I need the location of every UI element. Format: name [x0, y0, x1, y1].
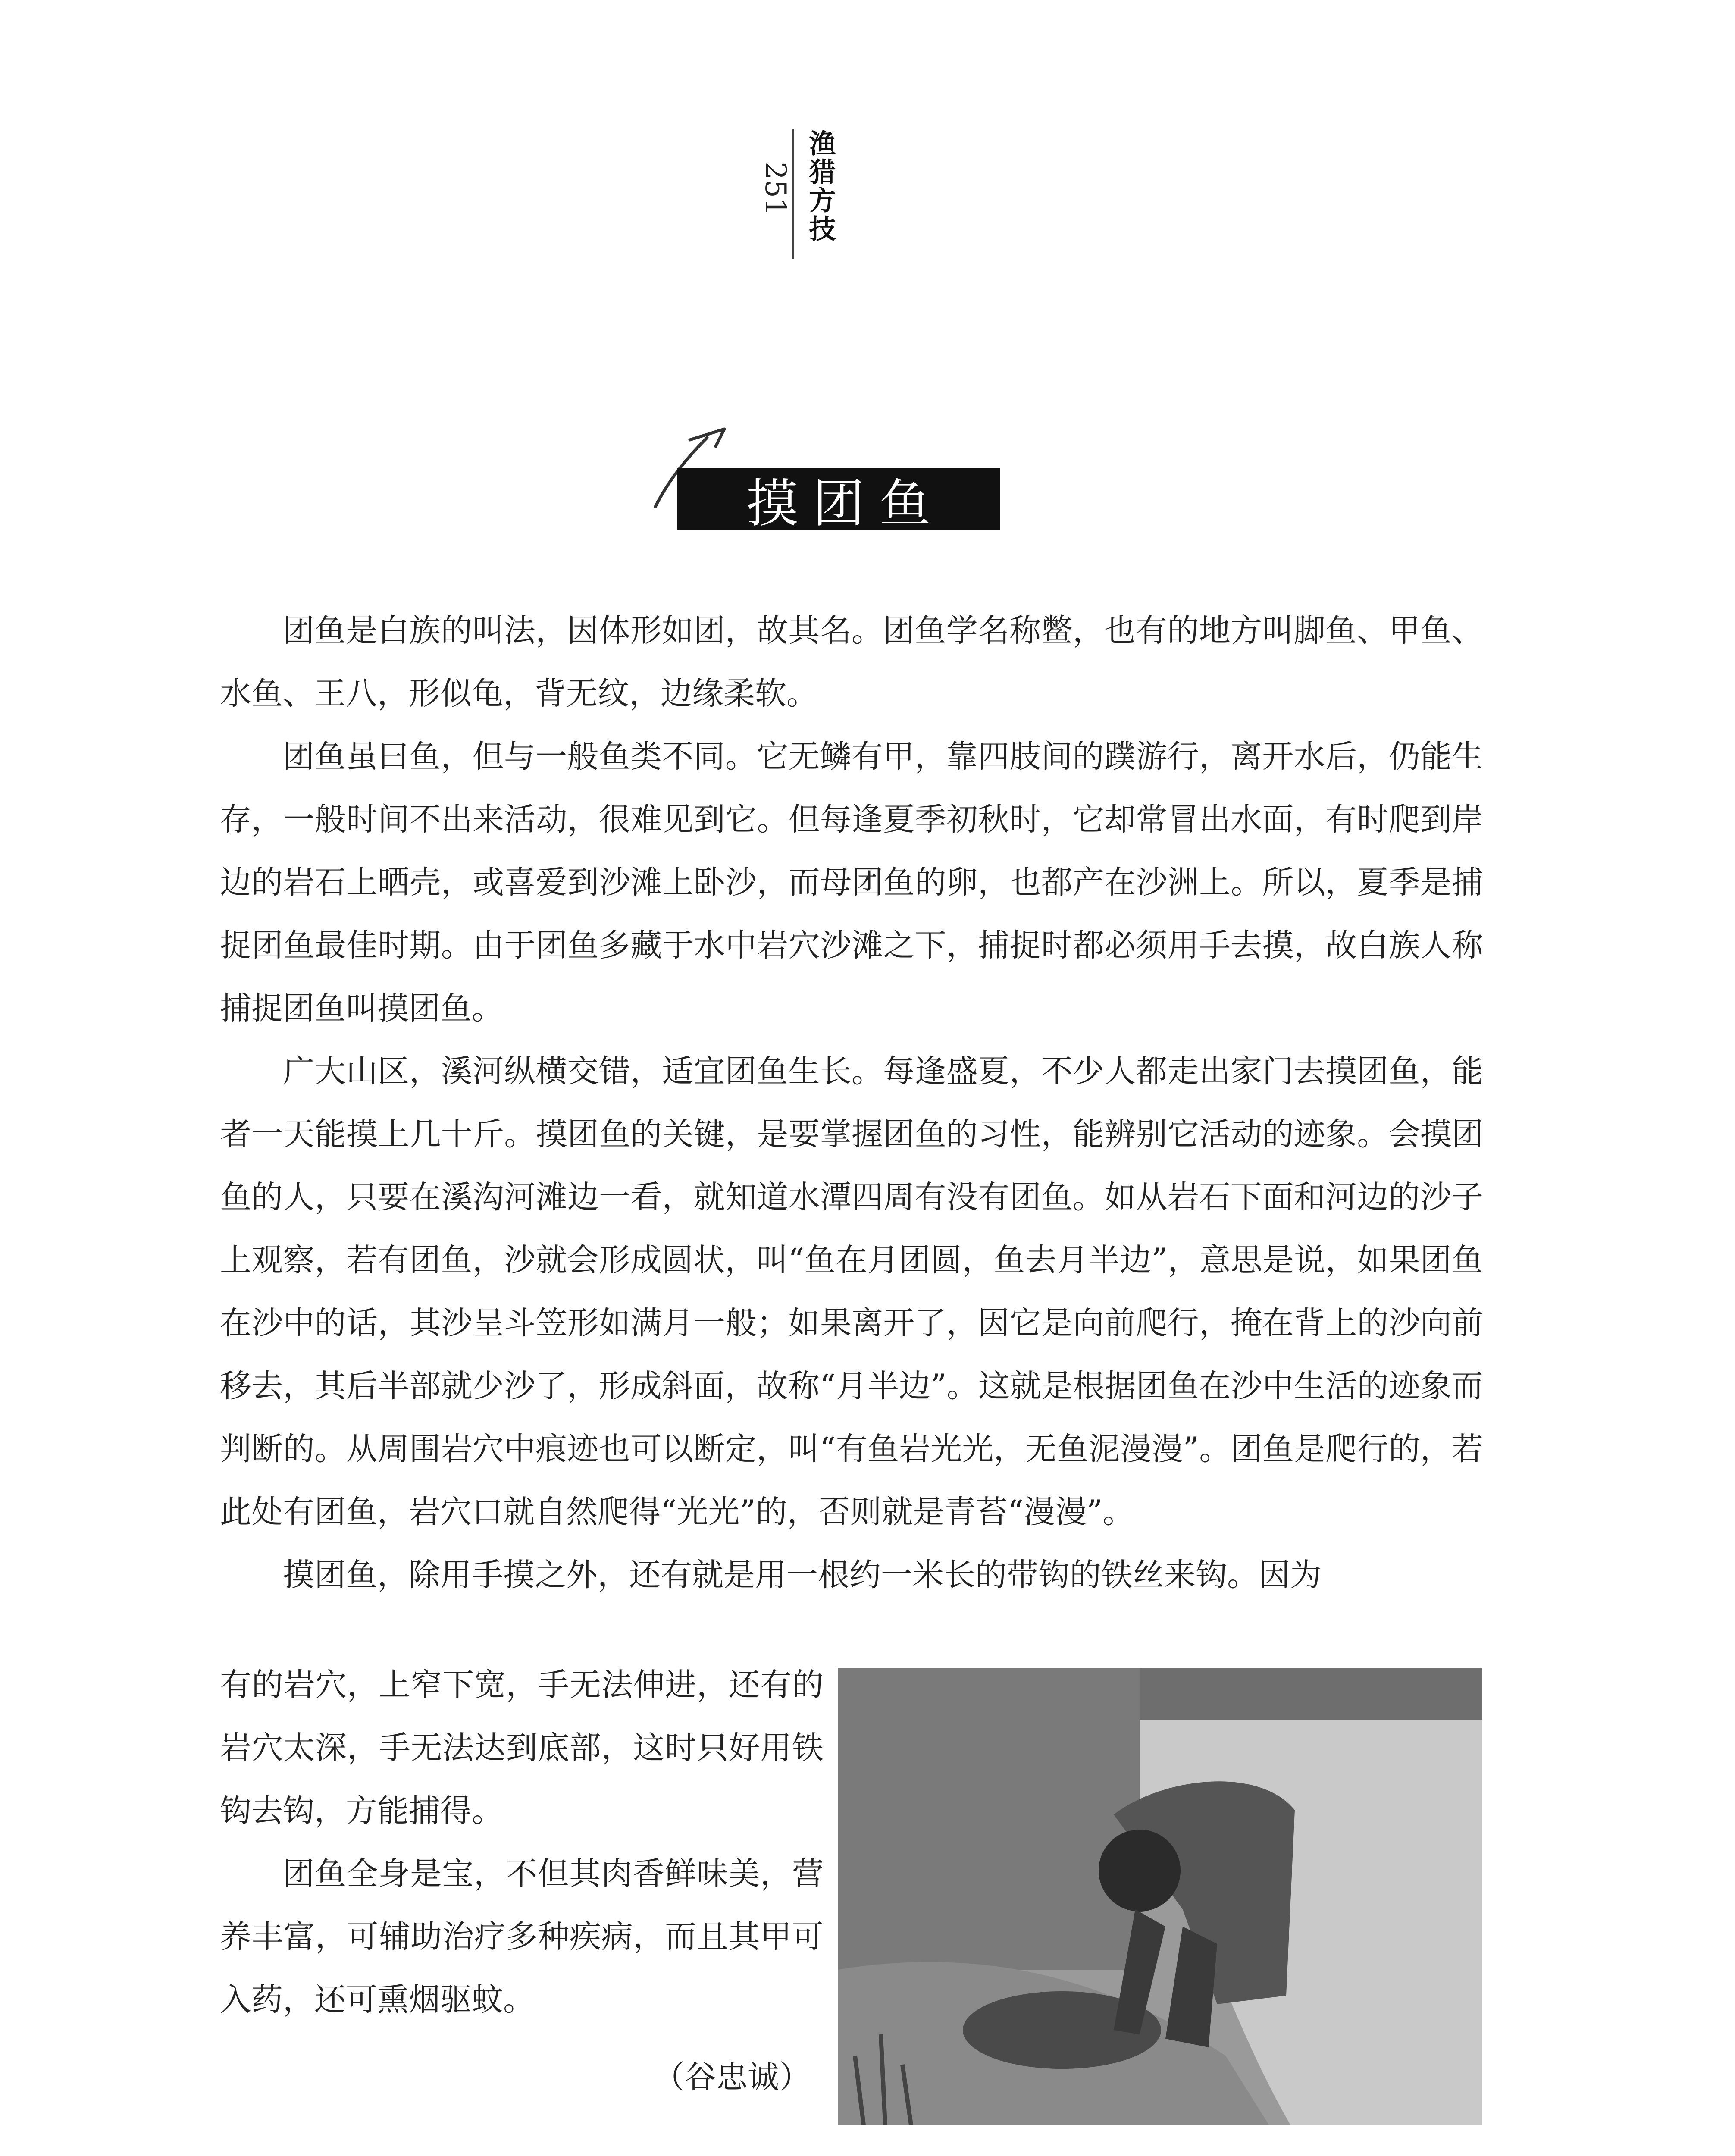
running-header: 渔猎方技 — [805, 129, 836, 243]
paragraph-4: 摸团鱼，除用手摸之外，还有就是用一根约一米长的带钩的铁丝来钩。因为 — [283, 1557, 1322, 1593]
article-title: 摸团鱼 — [746, 473, 946, 534]
paragraph-3: 广大山区，溪河纵横交错，适宜团鱼生长。每逢盛夏，不少人都走出家门去摸团鱼，能者一天能摸上几十斤。摸团鱼的关键，是要掌握团鱼的习性，能辨别它活动的迹象。会摸团鱼的人，只要在溪沟河滩边一看，就知道水潭四周有没有团鱼。如从岩石下面和河边的沙子上观察，若有团鱼，沙就会形成圆状，叫“鱼在月团圆，鱼去月半边”，意思是说，如果团鱼在沙中的话，其沙呈斗笠形如满月一般；如果离开了，因它是向前爬行，掩在背上的沙向前移去，其后半部就少沙了，形成斜面，故称“月半边”。这就是根据团鱼在沙中生活的迹象而判断的。从周围岩穴中痕迹也可以断定，叫“有鱼岩光光，无鱼泥漫漫”。团鱼是爬行的，若此处有团鱼，岩穴口就自然爬得“光光”的，否则就是青苔“漫漫”。 — [220, 1053, 1483, 1530]
paragraph-2: 团鱼虽曰鱼，但与一般鱼类不同。它无鳞有甲，靠四肢间的蹼游行，离开水后，仍能生存，一般时间不出来活动，很难见到它。但每逢夏季初秋时，它却常冒出水面，有时爬到岸边的岩石上晒壳，或喜爱到沙滩上卧沙，而母团鱼的卵，也都产在沙洲上。所以，夏季是捕捉团鱼最佳时期。由于团鱼多藏于水中岩穴沙滩之下，捕捉时都必须用手去摸，故白族人称捕捉团鱼叫摸团鱼。 — [220, 738, 1483, 1027]
article-title-banner — [677, 468, 1000, 534]
page-number: 251 — [759, 162, 792, 216]
author-credit: （谷忠诚） — [653, 2059, 811, 2096]
paragraph-1: 团鱼是白族的叫法，因体形如团，故其名。团鱼学名称鳖，也有的地方叫脚鱼、甲鱼、水鱼、王八，形似龟，背无纹，边缘柔软。 — [220, 612, 1483, 712]
photo-boy-catching-turtle — [838, 1668, 1482, 2125]
article-body-narrow — [220, 1654, 824, 2031]
header-rule — [792, 129, 794, 259]
article-body — [220, 599, 1483, 1607]
paragraph-5: 团鱼全身是宝，不但其肉香鲜味美，营养丰富，可辅助治疗多种疾病，而且其甲可入药，还可熏烟驱蚊。 — [220, 1855, 824, 2018]
paragraph-4-continued: 有的岩穴，上窄下宽，手无法伸进，还有的岩穴太深，手无法达到底部，这时只好用铁钩去钩，方能捕得。 — [220, 1667, 824, 1829]
